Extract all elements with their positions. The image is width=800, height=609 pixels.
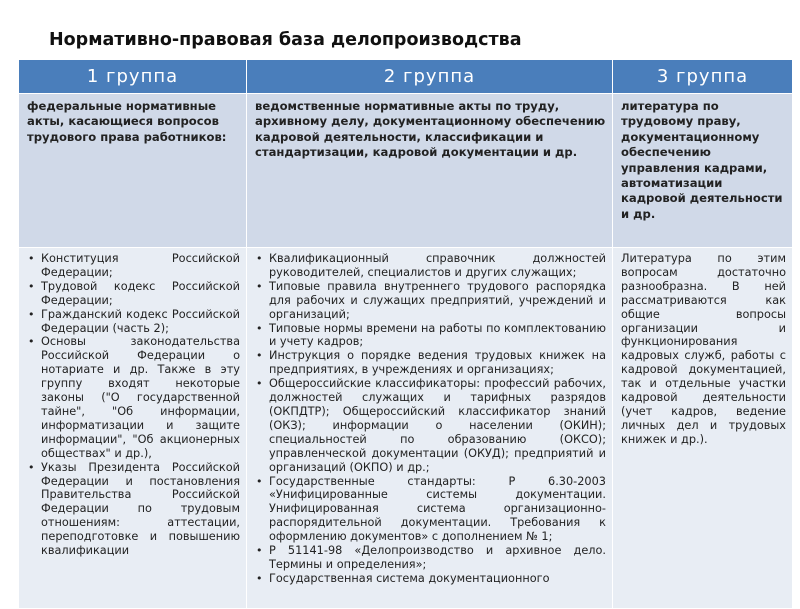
group-1-list (27, 252, 240, 558)
group-2-category: ведомственные нормативные акты по труду, архивному делу, документационному обеспечению кадровой деятельности, классификации и стандартизации, кадровой документации и др. (247, 94, 613, 248)
group-2-header: 2 группа (247, 60, 613, 94)
list-item: • Гражданский кодекс Российской Федерации (часть 2); (41, 308, 240, 336)
group-3-header: 3 группа (613, 60, 793, 94)
group-3-text: Литература по этим вопросам достаточно разнообразна. В ней рассматриваются как общие вопросы организации и функционирования кадровых служб, работы с кадровой документацией, так и отдельные участки кадровой деятельности (учет кадров, ведение личных дел и трудовых книжек и др.). (621, 252, 786, 446)
header-row (19, 60, 793, 94)
group-1-header: 1 группа (19, 60, 247, 94)
list-item: • Р 51141-98 «Делопроизводство и архивное дело. Термины и определения»; (269, 544, 606, 572)
group-2-details (247, 248, 613, 609)
groups-table (18, 59, 793, 609)
details-row (19, 248, 793, 609)
list-item: • Указы Президента Российской Федерации и постановления Правительства Российской Федерации по трудовым отношениям: аттестации, переподготовке и повышению квалификации (41, 461, 240, 558)
list-item: • Трудовой кодекс Российской Федерации; (41, 280, 240, 308)
list-item: • Государственные стандарты: Р 6.30-2003 «Унифицированные системы документации. Унифицированная система организационно-распорядительной документации. Требования к оформлению документов» с дополнением № 1; (269, 475, 606, 545)
list-item: • Квалификационный справочник должностей руководителей, специалистов и других служащих; (269, 252, 606, 280)
list-item: • Государственная система документационного (269, 572, 606, 586)
page-title: Нормативно-правовая база делопроизводства (49, 30, 522, 50)
list-item: • Типовые правила внутреннего трудового распорядка для рабочих и служащих предприятий, учреждений и организаций; (269, 280, 606, 322)
list-item: • Основы законодательства Российской Федерации о нотариате и др. Также в эту группу входят некоторые законы ("О государственной тайне", "Об информации, информатизации и защите информации", "Об акционерных обществах" и др.), (41, 335, 240, 460)
group-1-category: федеральные нормативные акты, касающиеся вопросов трудового права работников: (19, 94, 247, 248)
group-3-details (613, 248, 793, 609)
list-item: • Общероссийские классификаторы: профессий рабочих, должностей служащих и тарифных разрядов (ОКПДТР); Общероссийский классификатор знаний (ОКЗ); информации о населении (ОКИН); специальностей по образованию (ОКСО); управленческой документации (ОКУД); предприятий и организаций (ОКПО) и др.; (269, 377, 606, 474)
group-1-details (19, 248, 247, 609)
list-item: • Типовые нормы времени на работы по комплектованию и учету кадров; (269, 322, 606, 350)
group-3-category: литература по трудовому праву, документационному обеспечению управления кадрами, автоматизации кадровой деятельности и др. (613, 94, 793, 248)
list-item: • Конституция Российской Федерации; (41, 252, 240, 280)
category-row (19, 94, 793, 248)
group-2-list (255, 252, 606, 586)
list-item: • Инструкция о порядке ведения трудовых книжек на предприятиях, в учреждениях и организациях; (269, 349, 606, 377)
